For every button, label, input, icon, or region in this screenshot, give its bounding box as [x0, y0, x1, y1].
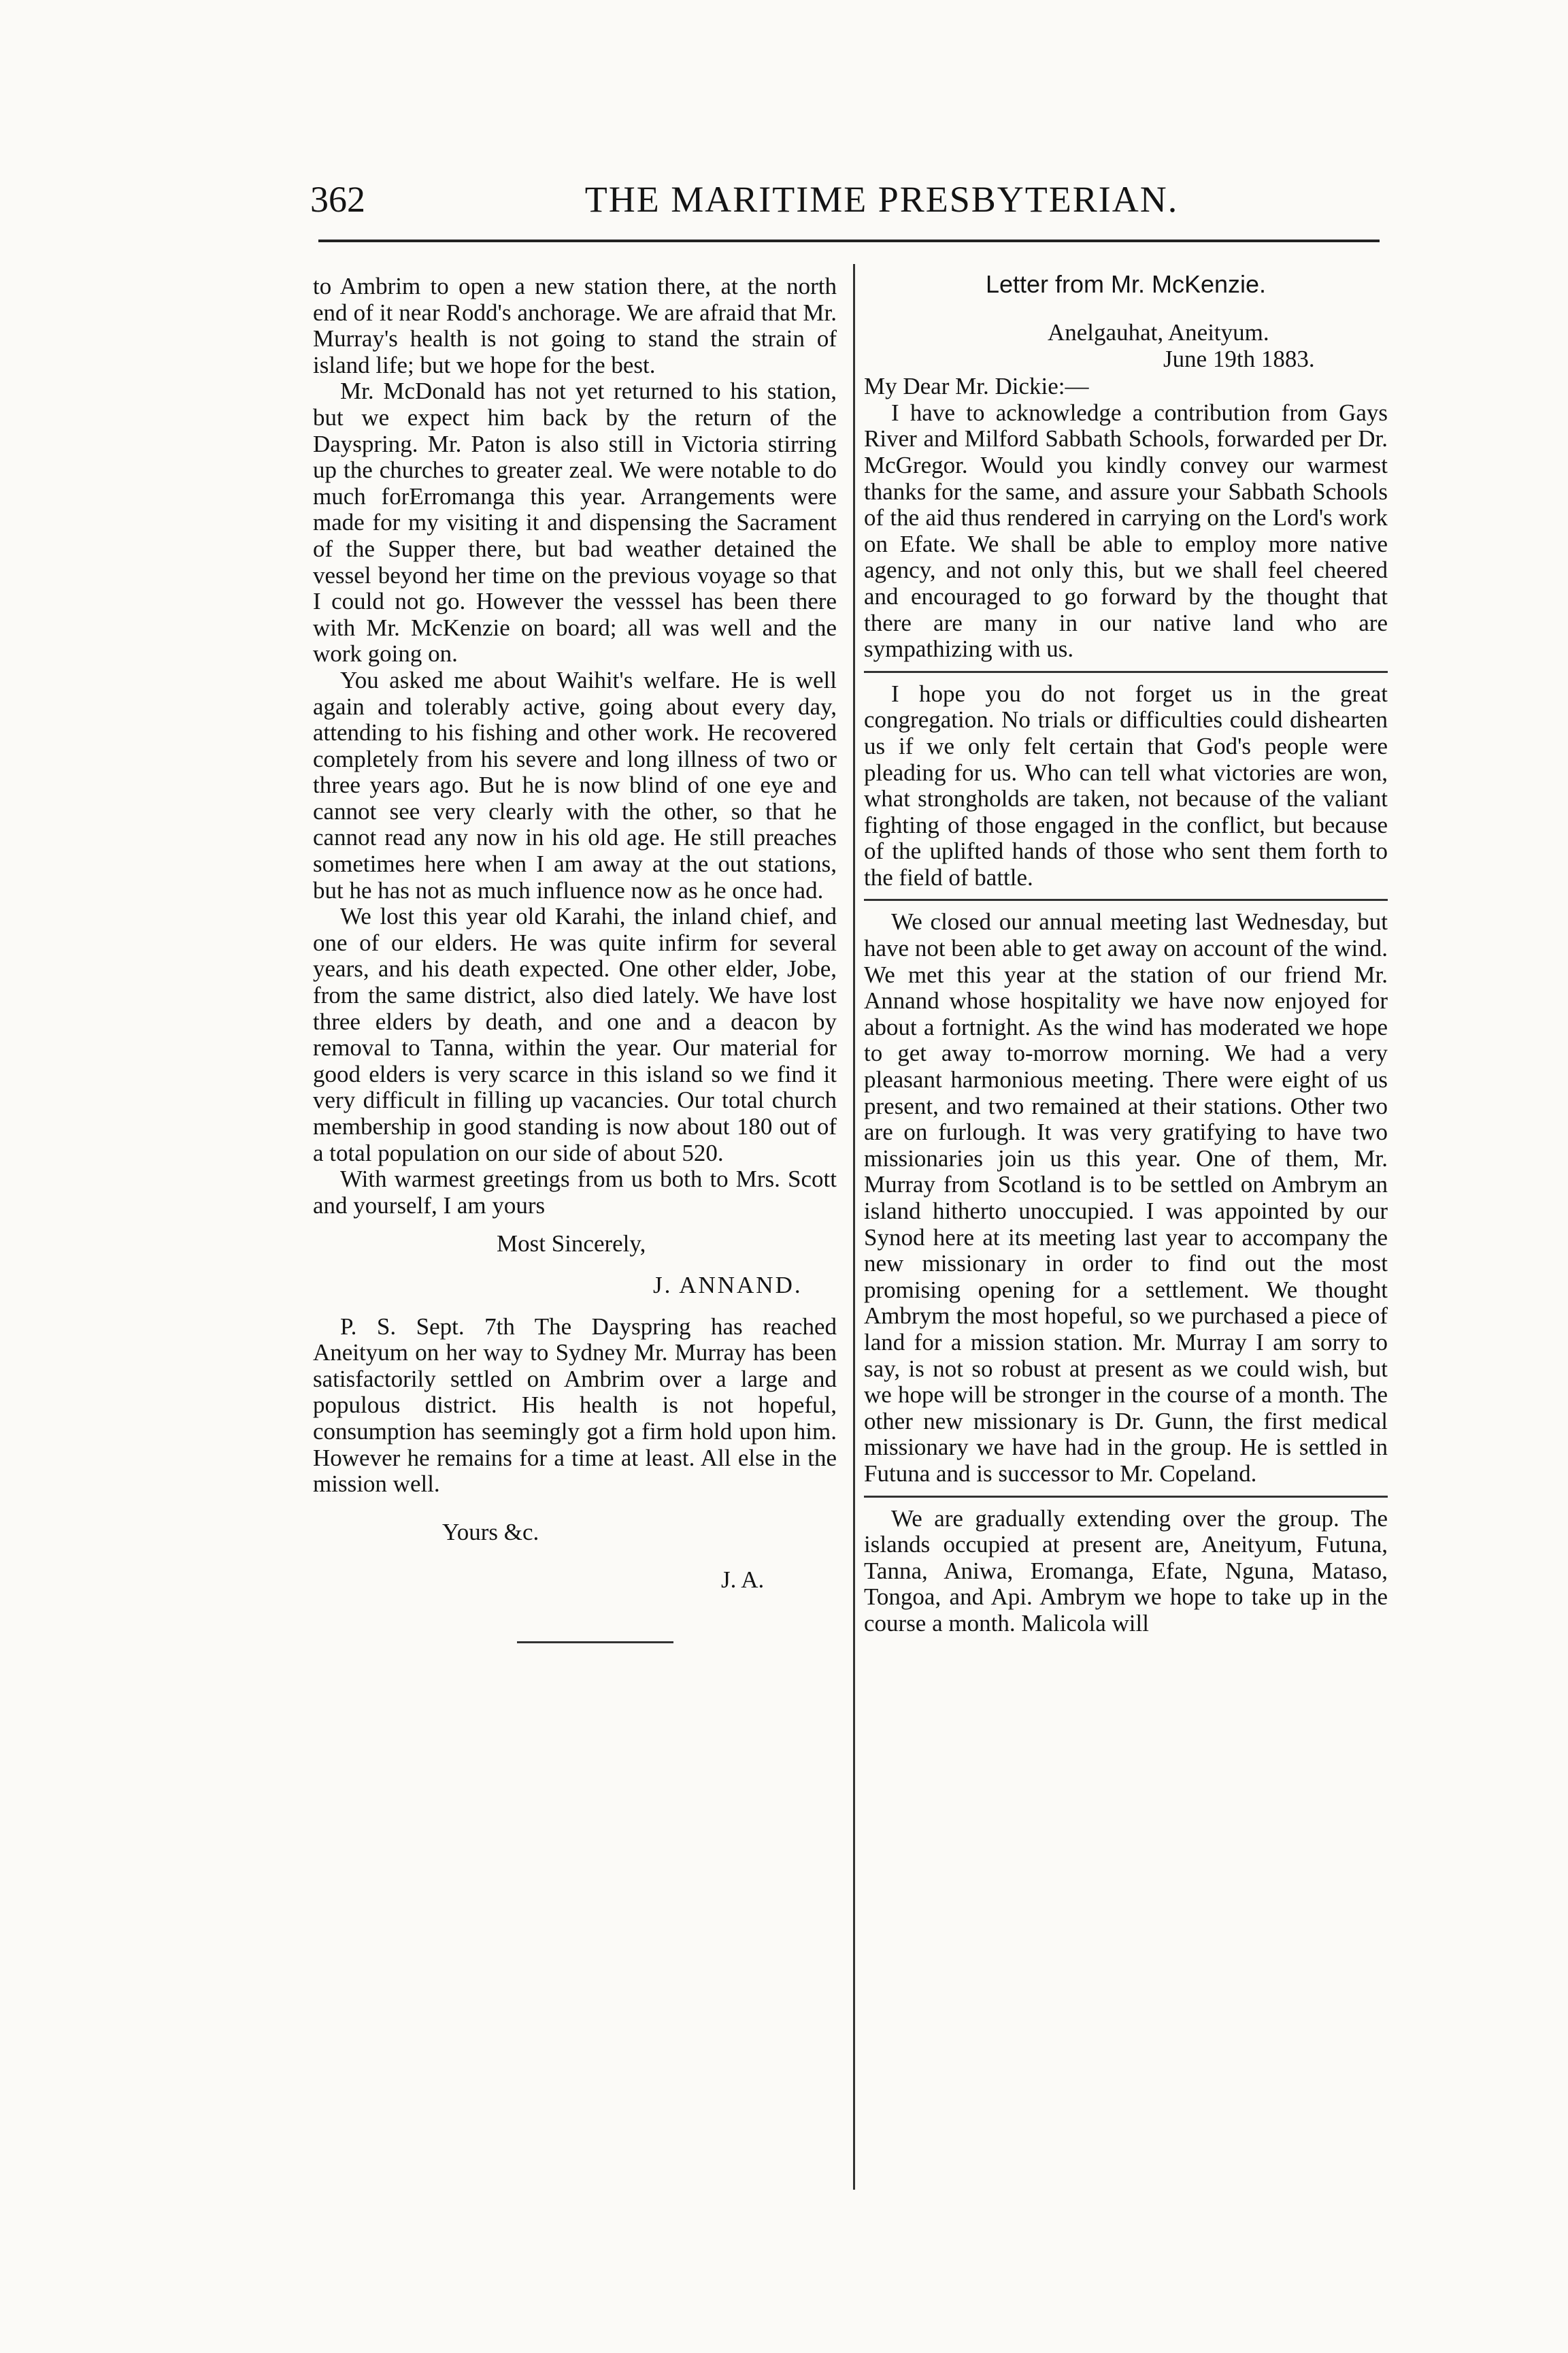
paragraph: I hope you do not forget us in the great congregation. No trials or difficulties could dishearten us if we only felt certain that God's people were pleading for us. Who can tell what victories are won, what strongholds are taken, not because of the valiant fighting of those engaged in the conflict, but because of the uplifted hands of those who sent them forth to the field of battle. [864, 680, 1388, 891]
letter-greeting: My Dear Mr. Dickie:— [864, 373, 1089, 400]
paragraph: We are gradually extending over the group. The islands occupied at present are, Aneityum, Futuna, Tanna, Aniwa, Eromanga, Efate, Nguna, Mataso, Tongoa, and Api. Ambrym we hope to take up in the course a month. Malicola will [864, 1504, 1388, 1636]
column-divider [853, 264, 855, 2190]
postscript-closing: Yours &c. [442, 1518, 539, 1545]
right-column [864, 259, 1388, 1637]
paragraph: You asked me about Waihit's welfare. He is well again and tolerably active, going about every day, attending to his fishing and other work. He recovered completely from his severe and long illness of two or three years ago. But he is now blind of one eye and cannot see very clearly with the other, so that he cannot read any now in his old age. He still preaches sometimes here when I am away at the out stations, but he has not as much influence now as he once had. [313, 666, 837, 904]
left-column [313, 274, 837, 1643]
closing-salutation: Most Sincerely, [497, 1230, 646, 1257]
running-head: THE MARITIME PRESBYTERIAN. [584, 179, 1179, 220]
page-header [310, 178, 1371, 233]
section-rule [864, 1496, 1388, 1498]
paragraph: With warmest greetings from us both to Mrs. Scott and yourself, I am yours [313, 1166, 837, 1219]
paragraph: to Ambrim to open a new station there, at the north end of it near Rodd's anchorage. We are afraid that Mr. Murray's health is not going to stand the strain of island life; but we hope for the best. [313, 273, 837, 378]
letter-date: June 19th 1883. [1163, 345, 1315, 372]
letter-place: Anelgauhat, Aneityum. [1048, 319, 1269, 346]
postscript-initials: J. A. [721, 1566, 765, 1594]
paragraph: We closed our annual meeting last Wednesday, but have not been able to get away on account of the wind. We met this year at the station of our friend Mr. Annand whose hospitality we have now enjoyed for about a fortnight. As the wind has moderated we hope to get away to-morrow morning. We had a very pleasant harmonious meeting. There were eight of us present, and two remained at their stations. Other two are on furlough. It was very gratifying to have two missionaries join us this year. One of them, Mr. Murray from Scotland is to be settled on Ambrym an island hitherto unoccupied. I was appointed by our Synod here at its meeting last year to accompany the new missionary in order to find out the most promising opening for a settlement. We thought Ambrym the most hopeful, so we purchased a piece of land for a mission station. Mr. Murray I am sorry to say, is not so robust at present as we could wish, but we hope will be stronger in the course of a month. The other new missionary is Dr. Gunn, the first medical missionary we have had in the group. He is settled in Futuna and is successor to Mr. Copeland. [864, 908, 1388, 1487]
end-rule [517, 1641, 673, 1643]
section-rule [864, 899, 1388, 901]
paragraph: I have to acknowledge a contribution from Gays River and Milford Sabbath Schools, forwarded per Dr. McGregor. Would you kindly convey our warmest thanks for the same, and assure your Sabbath Schools of the aid thus rendered in carrying on the Lord's work on Efate. We shall be able to employ more native agency, and not only this, but we shall feel cheered and encouraged to go forward by the thought that there are many in our native land who are sympathizing with us. [864, 399, 1388, 663]
paragraph: We lost this year old Karahi, the inland chief, and one of our elders. He was quite infirm for several years, and his death expected. One other elder, Jobe, from the same district, also died lately. We have lost three elders by death, and one and a deacon by removal to Tanna, within the year. Our material for good elders is very scarce in this island so we find it very difficult in filling up vacancies. Our total church membership in good standing is now about 180 out of a total population on our side of about 520. [313, 903, 837, 1166]
paragraph: Mr. McDonald has not yet returned to his station, but we expect him back by the return of the Dayspring. Mr. Paton is also still in Victoria stirring up the churches to greater zeal. We were notable to do much forErromanga this year. Arrangements were made for my visiting it and dispensing the Sacrament of the Supper there, but bad weather detained the vessel beyond her time on the previous voyage so that I could not go. However the vesssel has been there with Mr. McKenzie on board; all was well and the work going on. [313, 378, 837, 668]
letter-title: Letter from Mr. McKenzie. [985, 270, 1267, 298]
section-rule [864, 671, 1388, 673]
postscript: P. S. Sept. 7th The Dayspring has reached Aneityum on her way to Sydney Mr. Murray has been satisfactorily settled on Ambrim over a large and populous district. His health is not hopeful, consumption has seemingly got a firm hold upon him. However he remains for a time at least. All else in the mission well. [313, 1313, 837, 1498]
header-rule [318, 240, 1380, 242]
page-number: 362 [310, 179, 365, 220]
signature-name: J. ANNAND. [653, 1271, 803, 1298]
